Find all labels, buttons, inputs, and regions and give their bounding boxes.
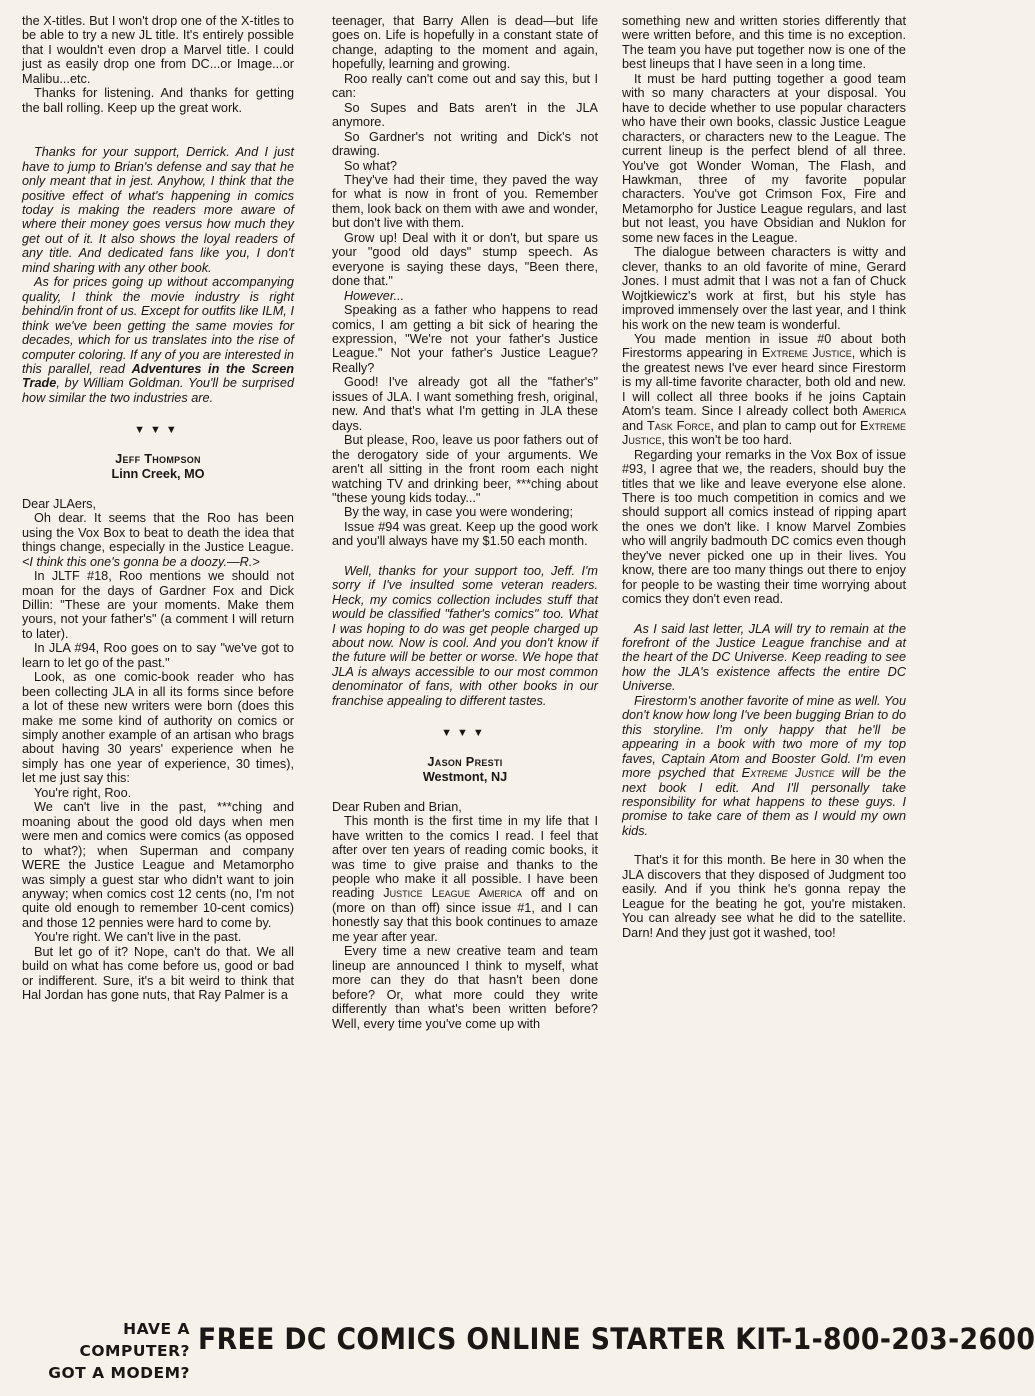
letter-paragraph: However... <box>344 288 405 303</box>
letter-paragraph: Oh dear. It seems that the Roo has been using the Vox Box to beat to death the idea that things change, especially in the Justice League. <I think this one's gonna be a doozy.—R.> <box>22 511 294 569</box>
letter-paragraph: Speaking as a father who happens to read comics, I am getting a bit sick of hearing the expression, "We're not your father's Justice League." Not your father's Justice League? Really? <box>332 303 598 375</box>
letter-paragraph: In JLTF #18, Roo mentions we should not moan for the days of Gardner Fox and Dick Dillin: "These are your moments. Make them yours, not your father's" (a comment I will return to later). <box>22 569 294 641</box>
book-title: Extreme Justice <box>741 766 835 781</box>
book-title: America <box>862 404 906 419</box>
letter-paragraph: Every time a new creative team and team lineup are announced I think to myself, what more can they do that hasn't been done before? Or, what more could they write differently than what's been written before? Well, every time you've come up with <box>332 944 598 1031</box>
letter-writer-location: Westmont, NJ <box>422 769 508 784</box>
letter-writer-name: Jeff Thompson <box>115 451 201 466</box>
letters-column-2 <box>332 14 598 1031</box>
closing-paragraph: That's it for this month. Be here in 30 when the JLA discovers that they disposed of Judgment too easily. And if you think he's gonna repay the League for the beating he got, you're mistaken. You can already see what he did to the satellite. Darn! And they just got it washed, too! <box>622 853 906 940</box>
letter-paragraph: In JLA #94, Roo goes on to say "we've got to learn to let go of the past." <box>22 641 294 670</box>
book-title: Justice League America <box>383 886 522 901</box>
ad-tagline-line-1: HAVE A COMPUTER? <box>79 1320 190 1360</box>
letter-paragraph: You're right, Roo. <box>34 785 132 800</box>
letter-paragraph: Look, as one comic-book reader who has been collecting JLA in all its forms since before a lot of these new writers were born (does this make me some kind of authority on comics or simply another example of an artisan who brags about having 30 years' experience when he simply has one year of experience, 30 times), let me just say this: <box>22 670 294 786</box>
letter-paragraph: teenager, that Barry Allen is dead—but life goes on. Life is hopefully in a constant state of change, adapting to the moment and again, hopefully, learning and growing. <box>332 14 598 72</box>
editor-aside: <I think this one's gonna be a doozy.—R.> <box>22 554 260 569</box>
letter-writer-header <box>22 452 294 482</box>
letter-paragraph: So Supes and Bats aren't in the JLA anymore. <box>332 100 598 130</box>
letter-paragraph: Good! I've already got all the "father's" issues of JLA. I want something fresh, original, new. And that's what I'm getting in JLA these days. <box>332 375 598 433</box>
letter-paragraph: Thanks for listening. And thanks for getting the ball rolling. Keep up the great work. <box>22 86 294 115</box>
letter-salutation: Dear Ruben and Brian, <box>332 799 462 814</box>
response-paragraph: Thanks for your support, Derrick. And I just have to jump to Brian's defense and say that he only meant that in jest. Anyhow, I think that the positive effect of what's happening in comics today is making the readers more aware of where their money goes versus how much they get out of it. It also shows the loyal readers of any title. And dedicated fans like you, I don't mind sharing with any other book. <box>22 145 294 275</box>
editor-response <box>22 145 294 405</box>
letter-writer-location: Linn Creek, MO <box>111 466 205 481</box>
letters-column-3 <box>622 14 906 940</box>
section-separator-icon: ▼▼▼ <box>134 424 182 437</box>
letter-paragraph: But please, Roo, leave us poor fathers out of the derogatory side of your arguments. We aren't all sitting in the front room each night watching TV and drinking beer, ***ching about "these young kids today..." <box>332 433 598 505</box>
letter-paragraph: Roo really can't come out and say this, but I can: <box>332 71 598 101</box>
letter-paragraph: Grow up! Deal with it or don't, but spare us your "good old days" stump speech. As everyone is saying these days, "Been there, done that." <box>332 230 598 289</box>
starter-kit-ad-banner <box>0 1308 1035 1382</box>
ad-tagline-line-2: GOT A MODEM? <box>48 1364 190 1382</box>
letter-paragraph: They've had their time, they paved the way for what is now in front of you. Remember them, look back on them with awe and wonder, but don't live with them. <box>332 172 598 231</box>
response-paragraph: Well, thanks for your support too, Jeff. I'm sorry if I've insulted some veteran readers. Heck, my comics collection includes stuff that would be classified "father's comics" too. What I was hoping to do was get people charged up about now. Now is cool. And you don't know if the future will be better or worse. We hope that JLA is always accessible to our most common denominator of fans, with other books in our franchise appealing to different tastes. <box>332 563 598 708</box>
letter-paragraph: It must be hard putting together a good team with so many characters at your disposal. You have to decide whether to use popular characters who have their own books, classic Justice League characters, or characters new to the League. The current lineup is the perfect blend of all three. You've got Wonder Woman, The Flash, and Hawkman, three of my favorite popular characters. You've got Crimson Fox, Fire and Metamorpho for Justice League regulars, and last but not least, you have Obsidian and Nuklon for some new faces in the League. <box>622 71 906 245</box>
letter-paragraph: You're right. We can't live in the past. <box>34 930 242 945</box>
letter-paragraph: By the way, in case you were wondering; <box>344 505 573 520</box>
book-title: Extreme Justice <box>761 346 852 361</box>
letter-writer-name: Jason Presti <box>427 754 503 769</box>
book-title: Extreme Justice <box>622 418 906 448</box>
letter-paragraph: We can't live in the past, ***ching and moaning about the good old days when men were men and comics were comics (as opposed to what?); when Superman and company WERE the Justice League and Metamorpho was simply a guest star who didn't want to join anyway; when comics cost 12 cents (no, I'm not quite old enough to remember 10-cent comics) and those 12 pennies were hard to come by. <box>22 800 294 930</box>
response-paragraph: As I said last letter, JLA will try to remain at the forefront of the Justice League franchise and at the heart of the DC Universe. Keep reading to see how the JLA's existence affects the entire DC Universe. <box>622 621 906 694</box>
editor-response <box>622 622 906 839</box>
letter-salutation: Dear JLAers, <box>22 496 97 511</box>
letter-paragraph: Regarding your remarks in the Vox Box of issue #93, I agree that we, the readers, should buy the titles that we like and leave everyone else alone. There is too much competition in comics and we should support all comics instead of ripping apart the ones we don't like. I know Marvel Zombies who will angrily badmouth DC comics even though they've never picked one up in their lives. You know, there are too many things out there to enjoy for people to be wasting their time worrying about comics they don't even read. <box>622 447 906 607</box>
book-title: Adventures in the Screen Trade <box>22 361 294 391</box>
letter-paragraph: The dialogue between characters is witty and clever, thanks to an old favorite of mine, Gerard Jones. I must admit that I was not a fan of Chuck Wojtkiewicz's work at first, but his style has improved immensely over the last year, and I think his work on the new team is wonderful. <box>622 245 906 332</box>
letter-paragraph: Issue #94 was great. Keep up the good work and you'll always have my $1.50 each month. <box>332 519 598 549</box>
letter-paragraph: You made mention in issue #0 about both Firestorms appearing in Extreme Justice, which is the greatest news I've ever heard since Firestorm is my all-time favorite character, both old and new. I will collect all three books if he joins Captain Atom's team. Since I already collect both America and Task Force, and plan to camp out for Extreme Justice, this won't be too hard. <box>622 331 906 448</box>
response-paragraph: Firestorm's another favorite of mine as well. You don't know how long I've been bugging Brian to do this storyline. I'm only happy that he'll be appearing in a book with two more of my top faves, Captain Atom and Booster Gold. I'm even more psyched that Extreme Justice will be the next book I edit. And I'll personally take responsibility for what happens to these guys. I promise to take care of them as I would my own kids. <box>622 693 907 838</box>
section-separator-icon: ▼▼▼ <box>441 727 489 740</box>
ad-tagline <box>40 1318 190 1384</box>
letter-paragraph: So what? <box>344 158 397 173</box>
letter-paragraph: But let go of it? Nope, can't do that. We all build on what has come before us, good or bad or indifferent. Sure, it's a bit weird to think that Hal Jordan has gone nuts, that Ray Palmer is a <box>22 944 294 1003</box>
letter-writer-header <box>332 755 598 785</box>
letter-paragraph: the X-titles. But I won't drop one of the X-titles to be able to try a new JL title. It's entirely possible that I wouldn't even drop a Marvel title. I could just as easily drop one from DC...or Image...or Malibu...etc. <box>22 14 294 86</box>
response-paragraph: As for prices going up without accompanying quality, I think the movie industry is right behind/in front of us. Except for outfits like ILM, I think we've been getting the same movies for decades, which for us translates into the rise of computer coloring. If any of you are interested in this parallel, read Adventures in the Screen Trade, by William Goldman. You'll be surprised how similar the two industries are. <box>22 275 294 405</box>
letter-paragraph: This month is the first time in my life that I have written to the comics I read. I feel that after over ten years of reading comic books, it was time to give praise and thanks to the people who make it all possible. I have been reading Justice League America off and on (more on than off) since issue #1, and I can honestly say that this book continues to amaze me year after year. <box>332 814 598 944</box>
editor-response <box>332 564 598 709</box>
ad-headline: FREE DC COMICS ONLINE STARTER KIT-1-800-203-2600 <box>198 1322 1035 1356</box>
letter-paragraph: So Gardner's not writing and Dick's not drawing. <box>332 129 598 159</box>
letters-column-1 <box>22 14 294 1003</box>
book-title: Task Force <box>647 418 711 433</box>
letter-paragraph: something new and written stories differently that were written before, and this time is no exception. The team you have put together now is one of the best lineups that I have seen in a long time. <box>622 14 906 72</box>
